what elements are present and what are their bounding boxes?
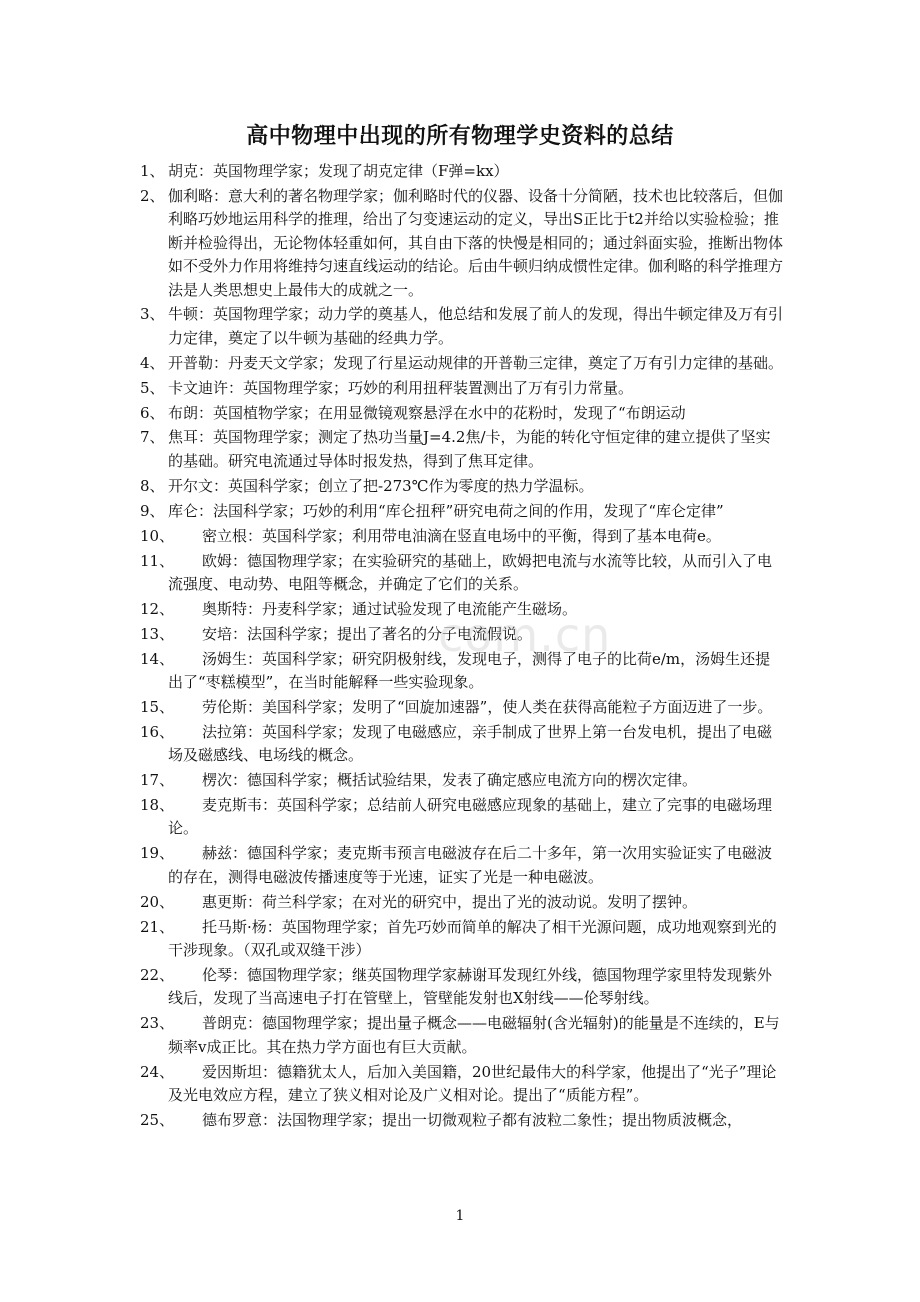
item-number: 6、 [140,403,165,422]
item-text: 卡文迪许：英国物理学家；巧妙的利用扭秤装置测出了万有引力常量。 [168,378,634,397]
item-number: 22、 [140,965,175,984]
list-item [140,160,785,183]
list-item [140,891,785,914]
item-number: 17、 [140,771,175,790]
item-number: 2、 [140,186,165,205]
item-text: 托马斯·杨：英国物理学家；首先巧妙而简单的解决了相干光源问题，成功地观察到光的干涉现象。（双孔或双缝干涉） [168,917,777,959]
item-text: 焦耳：英国物理学家；测定了热功当量J=4.2焦/卡，为能的转化守恒定律的建立提供了坚实的基础。研究电流通过导体时报发热，得到了焦耳定律。 [168,428,771,470]
item-number: 18、 [140,796,175,815]
item-number: 19、 [140,844,175,863]
list-item [140,964,785,1011]
list-item [140,1012,785,1059]
item-text: 胡克：英国物理学家；发现了胡克定律（F弹=kx） [168,162,509,180]
list-item [140,402,785,425]
item-number: 3、 [140,305,165,324]
list-item [140,352,785,375]
item-number: 10、 [140,526,175,545]
item-text: 开普勒：丹麦天文学家；发现了行星运动规律的开普勒三定律，奠定了万有引力定律的基础。 [168,353,784,372]
list-item [140,377,785,400]
item-text: 德布罗意：法国物理学家；提出一切微观粒子都有波粒二象性；提出物质波概念， [202,1110,743,1129]
item-text: 牛顿：英国物理学家；动力学的奠基人，他总结和发展了前人的发现，得出牛顿定律及万有引力定律，奠定了以牛顿为基础的经典力学。 [168,305,784,347]
item-text: 安培：法国科学家；提出了著名的分子电流假说。 [202,624,533,643]
item-text: 库仑：法国科学家；巧妙的利用“库仑扭秤”研究电荷之间的作用，发现了“库仑定律” [168,501,724,520]
item-number: 4、 [140,353,165,372]
item-text: 楞次：德国科学家；概括试验结果，发表了确定感应电流方向的楞次定律。 [202,771,698,790]
item-text: 伽利略：意大利的著名物理学家；伽利略时代的仪器、设备十分简陋，技术也比较落后，但伽利略巧妙地运用科学的推理，给出了匀变速运动的定义，导出S正比于t2并给以实验检验；推断并检验得出，无论物体轻重如何，其自由下落的快慢是相同的；通过斜面实验，推断出物体如不受外力作用将维持匀速直线运动的结论。后由牛顿归纳成惯性定律。伽利略的科学推理方法是人类思想史上最伟大的成就之一。 [168,186,784,299]
list-item [140,550,785,597]
list-item [140,794,785,841]
list-item [140,696,785,719]
item-text: 麦克斯韦：英国科学家；总结前人研究电磁感应现象的基础上，建立了完事的电磁场理论。 [168,796,773,838]
item-text: 汤姆生：英国科学家；研究阴极射线，发现电子，测得了电子的比荷e/m，汤姆生还提出了“枣糕模型”，在当时能解释一些实验现象。 [168,649,771,692]
item-number: 1、 [140,162,165,180]
item-text: 法拉第：英国科学家；发现了电磁感应，亲手制成了世界上第一台发电机，提出了电磁场及磁感线、电场线的概念。 [168,722,773,765]
list-item [140,1061,785,1108]
item-number: 21、 [140,917,175,936]
item-number: 8、 [140,476,165,495]
list-item [140,525,785,548]
item-number: 13、 [140,624,175,643]
item-text: 欧姆：德国物理学家；在实验研究的基础上，欧姆把电流与水流等比较，从而引入了电流强度、电动势、电阻等概念，并确定了它们的关系。 [168,551,773,593]
list-item [140,303,785,350]
list-item [140,769,785,792]
item-number: 9、 [140,501,165,520]
list-item [140,1109,785,1132]
item-text: 伦琴：德国物理学家；继英国物理学家赫谢耳发现红外线，德国物理学家里特发现紫外线后，发现了当高速电子打在管壁上，管壁能发射也X射线——伦琴射线。 [168,965,773,1008]
item-number: 7、 [140,428,165,447]
item-text: 普朗克：德国物理学家；提出量子概念——电磁辐射(含光辐射)的能量是不连续的，E与频率v成正比。其在热力学方面也有巨大贡献。 [168,1014,780,1056]
list-item [140,500,785,523]
item-text: 奥斯特：丹麦科学家；通过试验发现了电流能产生磁场。 [202,599,578,618]
item-text: 赫兹：德国科学家；麦克斯韦预言电磁波存在后二十多年，第一次用实验证实了电磁波的存在，测得电磁波传播速度等于光速，证实了光是一种电磁波。 [168,844,773,886]
item-number: 12、 [140,599,175,618]
item-number: 16、 [140,722,175,741]
item-number: 14、 [140,649,175,668]
item-number: 23、 [140,1014,175,1033]
item-number: 11、 [140,551,175,570]
list-item [140,185,785,302]
list-item [140,721,785,768]
item-text: 密立根：英国科学家；利用带电油滴在竖直电场中的平衡，得到了基本电荷e。 [202,526,721,545]
list-item [140,842,785,889]
item-text: 惠更斯：荷兰科学家；在对光的研究中，提出了光的波动说。发明了摆钟。 [202,892,698,911]
list-item [140,426,785,473]
item-number: 25、 [140,1110,175,1129]
item-text: 劳伦斯：美国科学家；发明了“回旋加速器”，使人类在获得高能粒子方面迈进了一步。 [202,697,773,716]
item-number: 24、 [140,1062,175,1081]
document-title: 高中物理中出现的所有物理学史资料的总结 [246,123,674,149]
watermark: com.cn [438,608,612,662]
page-number: 1 [455,1208,465,1224]
item-number: 15、 [140,697,175,716]
item-number: 5、 [140,378,165,397]
list-item [140,916,785,963]
item-number: 20、 [140,892,175,911]
item-text: 布朗：英国植物学家；在用显微镜观察悬浮在水中的花粉时，发现了“布朗运动 [168,403,686,422]
list-item [140,475,785,498]
item-text: 开尔文：英国科学家；创立了把-273℃作为零度的热力学温标。 [168,476,594,495]
item-text: 爱因斯坦：德籍犹太人，后加入美国籍，20世纪最伟大的科学家，他提出了“光子”理论及光电效应方程，建立了狭义相对论及广义相对论。提出了“质能方程”。 [168,1062,777,1104]
